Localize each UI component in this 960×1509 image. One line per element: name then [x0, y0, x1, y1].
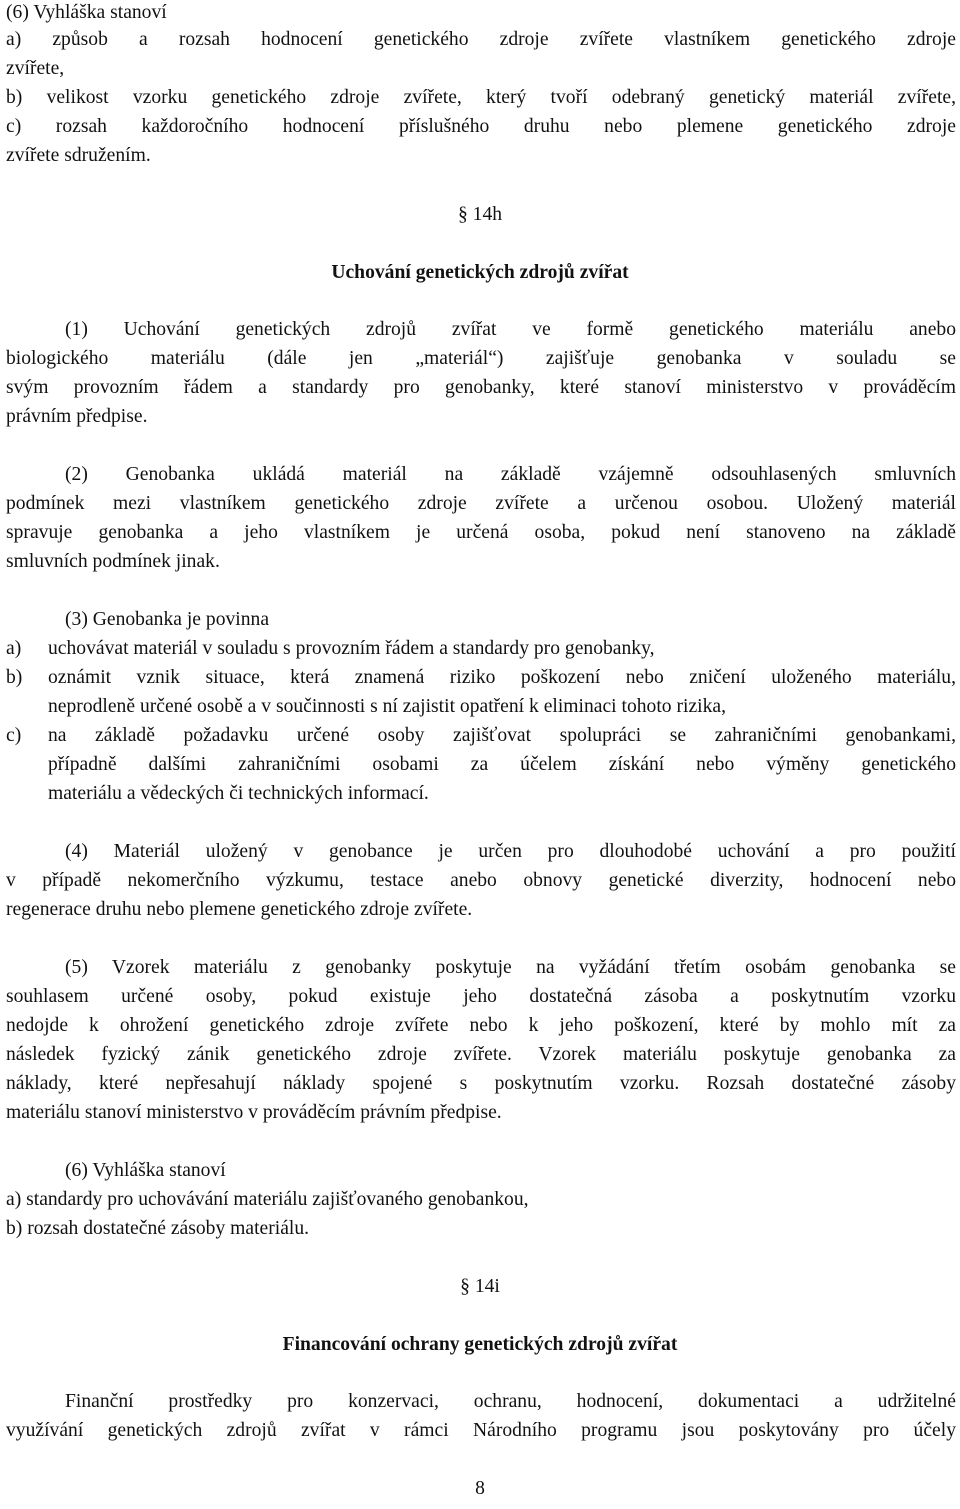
- paragraph-line: v případě nekomerčního výzkumu, testace anebo obnovy genetické diverzity, hodnocení nebo: [6, 870, 956, 891]
- paragraph-line: následek fyzický zánik genetického zdroje zvířete. Vzorek materiálu poskytuje genobanka za: [6, 1044, 956, 1065]
- paragraph-line: biologického materiálu (dále jen „materiál“) zajišťuje genobanka v souladu se: [6, 348, 956, 369]
- list-label: c): [6, 725, 22, 746]
- paragraph-line: využívání genetických zdrojů zvířat v rámci Národního programu jsou poskytovány pro účely: [6, 1420, 956, 1441]
- paragraph-line: materiálu stanoví ministerstvo v prováděcím právním předpise.: [6, 1102, 502, 1123]
- paragraph-heading: (6) Vyhláška stanoví: [6, 2, 167, 23]
- list-label: a): [6, 638, 22, 659]
- paragraph-line: (2) Genobanka ukládá materiál na základě vzájemně odsouhlasených smluvních: [65, 464, 956, 485]
- paragraph-intro: (3) Genobanka je povinna: [65, 609, 270, 630]
- list-item-continuation: neprodleně určené osobě a v součinnosti s ní zajistit opatření k eliminaci tohoto rizika,: [48, 696, 726, 717]
- paragraph-line: podmínek mezi vlastníkem genetického zdroje zvířete a určenou osobou. Uložený materiál: [6, 493, 956, 514]
- paragraph-intro: (6) Vyhláška stanoví: [65, 1160, 226, 1181]
- section-title: Financování ochrany genetických zdrojů zvířat: [282, 1334, 678, 1355]
- paragraph-line: souhlasem určené osoby, pokud existuje jeho dostatečná zásoba a poskytnutím vzorku: [6, 986, 956, 1007]
- list-item: na základě požadavku určené osoby zajišťovat spolupráci se zahraničními genobankami,: [48, 725, 956, 746]
- paragraph-line: (4) Materiál uložený v genobance je určen pro dlouhodobé uchování a pro použití: [65, 841, 956, 862]
- list-label: b): [6, 667, 23, 688]
- paragraph-line: nedojde k ohrožení genetického zdroje zvířete nebo k jeho poškození, které by mohlo mít za: [6, 1015, 956, 1036]
- list-item-continuation: materiálu a vědeckých či technických informací.: [48, 783, 429, 804]
- paragraph-line: (5) Vzorek materiálu z genobanky poskytuje na vyžádání třetím osobám genobanka se: [65, 957, 956, 978]
- list-item-continuation: zvířete,: [6, 58, 65, 79]
- section-number: § 14i: [460, 1276, 500, 1297]
- section-number: § 14h: [457, 204, 503, 225]
- list-item: a) způsob a rozsah hodnocení genetického zdroje zvířete vlastníkem genetického zdroje: [6, 29, 956, 50]
- paragraph-line: náklady, které nepřesahují náklady spojené s poskytnutím vzorku. Rozsah dostatečné zásoby: [6, 1073, 956, 1094]
- list-item: b) velikost vzorku genetického zdroje zvířete, který tvoří odebraný genetický materiál zvířete,: [6, 87, 956, 108]
- list-item-continuation: případně dalšími zahraničními osobami za účelem získání nebo výměny genetického: [48, 754, 956, 775]
- paragraph-line: smluvních podmínek jinak.: [6, 551, 220, 572]
- paragraph-line: právním předpise.: [6, 406, 148, 427]
- paragraph-line: spravuje genobanka a jeho vlastníkem je určená osoba, pokud není stanoveno na základě: [6, 522, 956, 543]
- paragraph-line: svým provozním řádem a standardy pro genobanky, které stanoví ministerstvo v prováděcím: [6, 377, 956, 398]
- list-item: a) standardy pro uchovávání materiálu zajišťovaného genobankou,: [6, 1189, 529, 1210]
- list-item: oznámit vznik situace, která znamená riziko poškození nebo zničení uloženého materiálu,: [48, 667, 956, 688]
- section-title: Uchování genetických zdrojů zvířat: [331, 262, 629, 283]
- paragraph-line: Finanční prostředky pro konzervaci, ochranu, hodnocení, dokumentaci a udržitelné: [65, 1391, 956, 1412]
- paragraph-line: (1) Uchování genetických zdrojů zvířat ve formě genetického materiálu anebo: [65, 319, 956, 340]
- list-item-continuation: zvířete sdružením.: [6, 145, 151, 166]
- list-item: c) rozsah každoročního hodnocení příslušného druhu nebo plemene genetického zdroje: [6, 116, 956, 137]
- list-item: b) rozsah dostatečné zásoby materiálu.: [6, 1218, 310, 1239]
- list-item: uchovávat materiál v souladu s provozním řádem a standardy pro genobanky,: [48, 638, 655, 659]
- page-number: 8: [475, 1478, 485, 1499]
- paragraph-line: regenerace druhu nebo plemene genetického zdroje zvířete.: [6, 899, 473, 920]
